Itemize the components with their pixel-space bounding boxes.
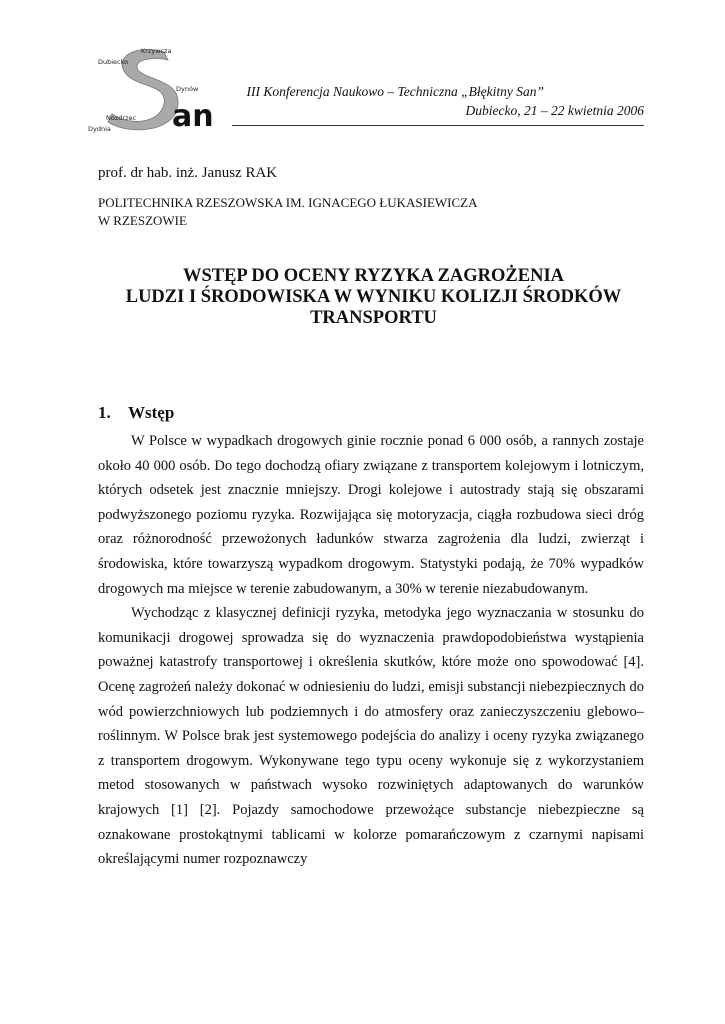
logo-place-dydnia: Dydnia (88, 125, 111, 133)
conference-name: III Konferencja Naukowo – Techniczna „Błękitny San” (246, 84, 544, 99)
logo-place-dynow: Dynów (176, 85, 199, 93)
title-line: WSTĘP DO OCENY RYZYKA ZAGROŻENIA (182, 266, 565, 286)
conference-logo (86, 42, 216, 142)
paragraph: W Polsce w wypadkach drogowych ginie rocznie ponad 6 000 osób, a rannych zostaje około 40 000 osób. Do tego dochodzą ofiary związane z transportem kolejowym i lotniczym, których odsetek jest znacznie mniejszy. Drogi kolejowe i autostrady stają się obszarami podwyższonego poziomu ryzyka. Rozwijająca się motoryzacja, ciągła rozbudowa sieci dróg oraz różnorodność przewożonych ładunków stwarza zagrożenia dla ludzi, zwierząt i środowiska, które towarzyszą wypadkom drogowym. Statystyki podają, że 70% wypadków drogowych ma miejsce w terenie zabudowanym, a 30% w terenie niezabudowanym. (98, 433, 644, 597)
affiliation-line: POLITECHNIKA RZESZOWSKA IM. IGNACEGO ŁUKASIEWICZA (98, 195, 478, 210)
logo-place-dubiecko: Dubiecko (98, 58, 129, 66)
section-heading (98, 403, 174, 423)
logo-place-krzywcza: Krzywcza (141, 47, 172, 55)
section-title: Wstęp (128, 403, 175, 422)
author: prof. dr hab. inż. Janusz RAK (98, 165, 278, 181)
title-line: TRANSPORTU (310, 308, 437, 328)
conference-header (247, 82, 644, 120)
title-line: LUDZI I ŚRODOWISKA W WYNIKU KOLIZJI ŚRODKÓW (125, 287, 622, 307)
paragraph: Wychodząc z klasycznej definicji ryzyka, metodyka jego wyznaczania w stosunku do komunikacji drogowej sprowadza się do wyznaczenia prawdopodobieństwa wystąpienia poważnej katastrofy transportowej i określenia skutków, które może ono spowodować [4]. Ocenę zagrożeń należy dokonać w odniesieniu do ludzi, emisji substancji niebezpiecznych do wód powierzchniowych lub podziemnych i do atmosfery oraz zanieczyszczeniu glebowo–roślinnym. W Polsce brak jest systemowego podejścia do analizy i oceny ryzyka związanego z transportem drogowym. Wykonywane tego typu oceny wykonuje się z wykorzystaniem metod stosowanych w państwach wysoko rozwiniętych adaptowanych do warunków krajowych [1] [2]. Pojazdy samochodowe przewożące substancje niebezpieczne są oznakowane prostokątnymi tablicami w kolorze pomarańczowym z czarnymi napisami określającymi numer rozpoznawczy (98, 605, 644, 868)
section-number: 1. (98, 403, 111, 422)
san-river-logo-icon (86, 42, 216, 142)
logo-wordmark: an (172, 99, 214, 134)
conference-date: Dubiecko, 21 – 22 kwietnia 2006 (465, 103, 644, 118)
paper-title (90, 266, 657, 329)
body-text (98, 429, 644, 872)
logo-place-nozdrzec: Nozdrzec (106, 114, 137, 122)
affiliation-line: W RZESZOWIE (98, 213, 187, 228)
affiliation (98, 194, 478, 230)
header-rule (232, 125, 644, 126)
